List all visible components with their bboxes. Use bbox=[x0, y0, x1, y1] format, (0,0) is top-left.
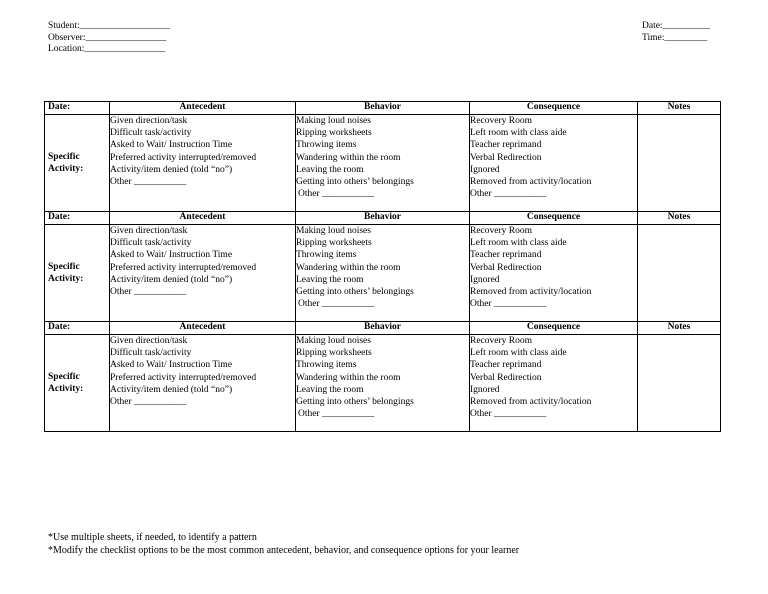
behavior-option[interactable]: Getting into others’ belongings bbox=[296, 287, 414, 298]
consequence-header: Consequence bbox=[470, 102, 638, 115]
antecedent-cell bbox=[110, 225, 296, 322]
consequence-option[interactable]: Recovery Room bbox=[470, 336, 533, 346]
behavior-option[interactable]: Leaving the room bbox=[296, 164, 364, 175]
block-body-row bbox=[45, 225, 721, 322]
footnote-multiple-sheets: *Use multiple sheets, if needed, to identify a pattern bbox=[48, 532, 257, 543]
location-field[interactable]: Location:_________________ bbox=[48, 44, 166, 54]
antecedent-header: Antecedent bbox=[110, 102, 296, 115]
abc-data-table bbox=[44, 101, 721, 432]
behavior-option[interactable]: Getting into others’ belongings bbox=[296, 397, 414, 408]
specific-activity-label bbox=[45, 115, 110, 212]
specific-activity-label bbox=[45, 335, 110, 432]
behavior-option[interactable]: Ripping worksheets bbox=[296, 128, 372, 139]
antecedent-option[interactable]: Activity/item denied (told “no”) bbox=[110, 274, 233, 285]
consequence-option[interactable]: Verbal Redirection bbox=[470, 262, 542, 273]
date-label: Date: bbox=[45, 102, 110, 115]
consequence-option[interactable]: Recovery Room bbox=[470, 226, 533, 236]
block-body-row bbox=[45, 115, 721, 212]
consequence-option[interactable]: Removed from activity/location bbox=[470, 287, 592, 298]
antecedent-option[interactable]: Preferred activity interrupted/removed bbox=[110, 372, 257, 383]
antecedent-option[interactable]: Given direction/task bbox=[110, 226, 188, 236]
consequence-option[interactable]: Recovery Room bbox=[470, 116, 533, 126]
antecedent-cell bbox=[110, 115, 296, 212]
behavior-option[interactable]: Ripping worksheets bbox=[296, 348, 372, 359]
consequence-option[interactable]: Removed from activity/location bbox=[470, 177, 592, 188]
behavior-option[interactable]: Throwing items bbox=[296, 140, 357, 151]
activity-label: Activity: bbox=[48, 384, 84, 394]
activity-label: Activity: bbox=[48, 274, 84, 284]
antecedent-option[interactable]: Preferred activity interrupted/removed bbox=[110, 152, 257, 163]
behavior-option[interactable]: Other ___________ bbox=[298, 189, 375, 200]
consequence-option[interactable]: Other ___________ bbox=[470, 299, 547, 310]
antecedent-option[interactable]: Given direction/task bbox=[110, 116, 188, 126]
consequence-cell bbox=[470, 225, 638, 322]
consequence-option[interactable]: Left room with class aide bbox=[470, 128, 567, 139]
antecedent-cell bbox=[110, 335, 296, 432]
antecedent-header: Antecedent bbox=[110, 212, 296, 225]
behavior-header: Behavior bbox=[296, 322, 470, 335]
behavior-cell bbox=[296, 225, 470, 322]
behavior-cell bbox=[296, 335, 470, 432]
consequence-option[interactable]: Teacher reprimand bbox=[470, 140, 542, 151]
antecedent-option[interactable]: Activity/item denied (told “no”) bbox=[110, 164, 233, 175]
behavior-cell bbox=[296, 115, 470, 212]
consequence-option[interactable]: Verbal Redirection bbox=[470, 152, 542, 163]
consequence-option[interactable]: Other ___________ bbox=[470, 409, 547, 420]
antecedent-option[interactable]: Asked to Wait/ Instruction Time bbox=[110, 250, 233, 261]
behavior-option[interactable]: Making loud noises bbox=[296, 226, 371, 236]
notes-header: Notes bbox=[638, 102, 721, 115]
notes-cell[interactable] bbox=[638, 225, 721, 322]
notes-cell[interactable] bbox=[638, 115, 721, 212]
behavior-header: Behavior bbox=[296, 212, 470, 225]
block-header-row bbox=[45, 102, 721, 115]
footnotes bbox=[48, 532, 519, 557]
block-body-row bbox=[45, 335, 721, 432]
antecedent-option[interactable]: Other ___________ bbox=[110, 397, 187, 408]
specific-label: Specific bbox=[48, 262, 80, 272]
behavior-option[interactable]: Other ___________ bbox=[298, 299, 375, 310]
notes-cell[interactable] bbox=[638, 335, 721, 432]
consequence-option[interactable]: Teacher reprimand bbox=[470, 360, 542, 371]
consequence-option[interactable]: Ignored bbox=[470, 384, 500, 395]
consequence-option[interactable]: Removed from activity/location bbox=[470, 397, 592, 408]
specific-label: Specific bbox=[48, 372, 80, 382]
consequence-header: Consequence bbox=[470, 322, 638, 335]
consequence-option[interactable]: Other ___________ bbox=[470, 189, 547, 200]
behavior-option[interactable]: Other ___________ bbox=[298, 409, 375, 420]
date-label: Date: bbox=[45, 212, 110, 225]
antecedent-option[interactable]: Preferred activity interrupted/removed bbox=[110, 262, 257, 273]
date-label: Date: bbox=[45, 322, 110, 335]
block-header-row bbox=[45, 322, 721, 335]
time-field[interactable]: Time:_________ bbox=[642, 32, 708, 43]
behavior-option[interactable]: Wandering within the room bbox=[296, 152, 401, 163]
consequence-option[interactable]: Left room with class aide bbox=[470, 348, 567, 359]
student-field[interactable]: Student:___________________ bbox=[48, 21, 170, 31]
date-field[interactable]: Date:__________ bbox=[642, 21, 711, 31]
behavior-option[interactable]: Getting into others’ belongings bbox=[296, 177, 414, 188]
antecedent-option[interactable]: Asked to Wait/ Instruction Time bbox=[110, 360, 233, 371]
behavior-header: Behavior bbox=[296, 102, 470, 115]
behavior-option[interactable]: Leaving the room bbox=[296, 274, 364, 285]
header-left bbox=[48, 21, 170, 56]
antecedent-option[interactable]: Difficult task/activity bbox=[110, 128, 192, 139]
antecedent-option[interactable]: Asked to Wait/ Instruction Time bbox=[110, 140, 233, 151]
behavior-option[interactable]: Throwing items bbox=[296, 250, 357, 261]
block-header-row bbox=[45, 212, 721, 225]
consequence-option[interactable]: Left room with class aide bbox=[470, 238, 567, 249]
antecedent-header: Antecedent bbox=[110, 322, 296, 335]
consequence-option[interactable]: Ignored bbox=[470, 274, 500, 285]
behavior-option[interactable]: Leaving the room bbox=[296, 384, 364, 395]
footnote-modify-checklist: *Modify the checklist options to be the most common antecedent, behavior, and consequence options for your learner bbox=[48, 544, 520, 556]
specific-label: Specific bbox=[48, 152, 80, 162]
consequence-header: Consequence bbox=[470, 212, 638, 225]
antecedent-option[interactable]: Given direction/task bbox=[110, 336, 188, 346]
notes-header: Notes bbox=[638, 212, 721, 225]
antecedent-option[interactable]: Other ___________ bbox=[110, 177, 187, 188]
observer-field[interactable]: Observer:_________________ bbox=[48, 32, 167, 43]
consequence-cell bbox=[470, 335, 638, 432]
notes-header: Notes bbox=[638, 322, 721, 335]
consequence-option[interactable]: Verbal Redirection bbox=[470, 372, 542, 383]
consequence-option[interactable]: Ignored bbox=[470, 164, 500, 175]
antecedent-option[interactable]: Other ___________ bbox=[110, 287, 187, 298]
antecedent-option[interactable]: Difficult task/activity bbox=[110, 348, 192, 359]
consequence-option[interactable]: Teacher reprimand bbox=[470, 250, 542, 261]
header-right bbox=[642, 21, 710, 44]
antecedent-option[interactable]: Difficult task/activity bbox=[110, 238, 192, 249]
antecedent-option[interactable]: Activity/item denied (told “no”) bbox=[110, 384, 233, 395]
consequence-cell bbox=[470, 115, 638, 212]
behavior-option[interactable]: Ripping worksheets bbox=[296, 238, 372, 249]
specific-activity-label bbox=[45, 225, 110, 322]
activity-label: Activity: bbox=[48, 164, 84, 174]
behavior-option[interactable]: Making loud noises bbox=[296, 336, 371, 346]
behavior-option[interactable]: Throwing items bbox=[296, 360, 357, 371]
behavior-option[interactable]: Making loud noises bbox=[296, 116, 371, 126]
behavior-option[interactable]: Wandering within the room bbox=[296, 372, 401, 383]
behavior-option[interactable]: Wandering within the room bbox=[296, 262, 401, 273]
